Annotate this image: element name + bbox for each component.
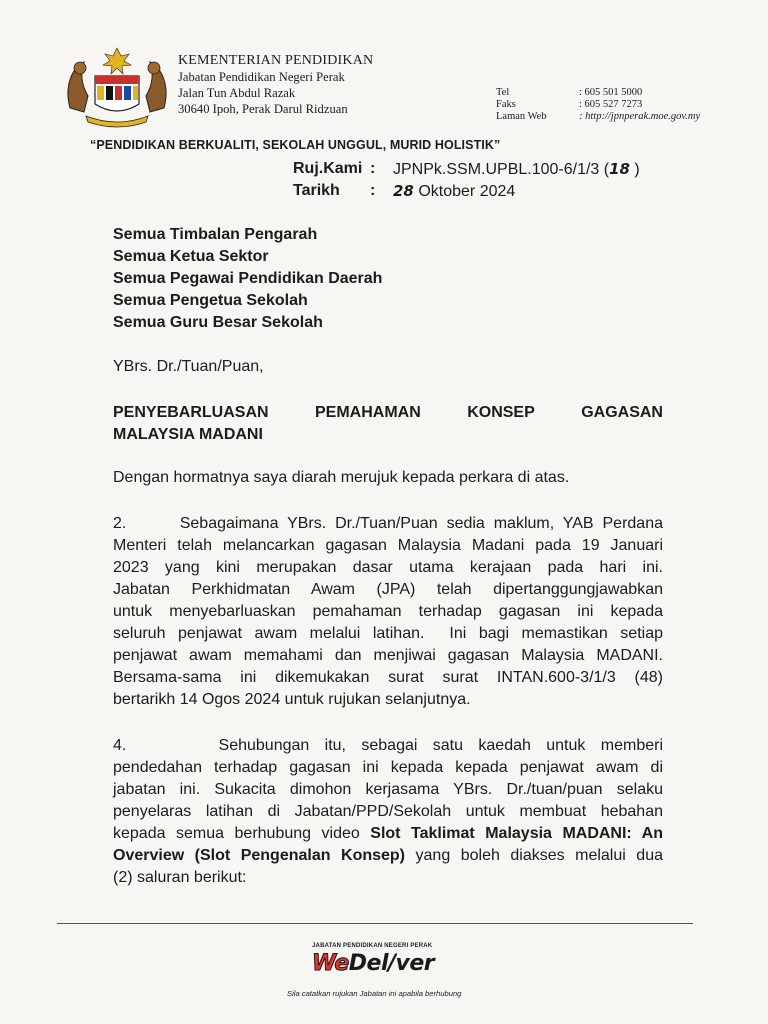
paragraph-line: 2. Sebagaimana YBrs. Dr./Tuan/Puan sedia maklum, YAB Perdana bbox=[113, 515, 663, 532]
footer-divider bbox=[57, 923, 693, 924]
logo-deliver: Del/ver bbox=[348, 951, 435, 976]
paragraph-line: 4. Sehubungan itu, sebagai satu kaedah untuk memberi bbox=[113, 737, 663, 754]
video-title-part-2: Overview (Slot Pengenalan Konsep) bbox=[113, 847, 406, 864]
footer-note: Sila catatkan rujukan Jabatan ini apabila berhubung bbox=[287, 989, 462, 998]
recipient-line: Semua Timbalan Pengarah bbox=[113, 226, 318, 243]
subject-word: PEMAHAMAN bbox=[315, 404, 421, 421]
subject-line-2: MALAYSIA MADANI bbox=[113, 426, 263, 443]
web-value: : http://jpnperak.moe.gov.my bbox=[579, 111, 701, 122]
opening-line: Dengan hormatnya saya diarah merujuk kepada perkara di atas. bbox=[113, 469, 570, 486]
tel-value: : 605 501 5000 bbox=[579, 87, 643, 98]
paragraph-text: kepada semua berhubung video bbox=[113, 825, 371, 842]
fax-label: Faks bbox=[496, 99, 516, 110]
paragraph-line: pendedahan terhadap gagasan ini kepada kepada penjawat awam di bbox=[113, 759, 663, 776]
coat-of-arms-icon bbox=[62, 46, 172, 128]
motto: “PENDIDIKAN BERKUALITI, SEKOLAH UNGGUL, MURID HOLISTIK” bbox=[90, 138, 501, 152]
paragraph-line bbox=[113, 845, 663, 867]
ref-colon: : bbox=[370, 160, 376, 177]
subject-word: GAGASAN bbox=[581, 404, 663, 421]
paragraph-2 bbox=[113, 513, 663, 711]
ref-value: JPNPk.SSM.UPBL.100-6/1/3 ( bbox=[393, 161, 610, 178]
address-street: Jalan Tun Abdul Razak bbox=[178, 86, 296, 100]
subject-heading bbox=[113, 402, 663, 446]
ref-number bbox=[393, 160, 640, 179]
fax-value: : 605 527 7273 bbox=[579, 99, 643, 110]
paragraph-line: bertarikh 14 Ogos 2024 untuk rujukan selanjutnya. bbox=[113, 691, 471, 708]
date-colon: : bbox=[370, 182, 376, 199]
date-label: Tarikh bbox=[293, 182, 340, 199]
recipient-line: Semua Pegawai Pendidikan Daerah bbox=[113, 270, 383, 287]
paragraph-line: seluruh penjawat awam melalui latihan. Ini bagi memastikan setiap bbox=[113, 625, 663, 642]
date-value: Oktober 2024 bbox=[418, 183, 516, 200]
paragraph-line: (2) saluran berikut: bbox=[113, 869, 247, 886]
logo-caption: JABATAN PENDIDIKAN NEGERI PERAK bbox=[312, 943, 433, 949]
recipient-line: Semua Ketua Sektor bbox=[113, 248, 269, 265]
paragraph-line: penyelaras latihan di Jabatan/PPD/Sekolah untuk membuat hebahan bbox=[113, 803, 663, 820]
paragraph-text: yang boleh diakses melalui dua bbox=[405, 847, 664, 864]
department-name: Jabatan Pendidikan Negeri Perak bbox=[178, 70, 345, 84]
paragraph-line: untuk menyebarluaskan pemahaman terhadap gagasan ini kepada bbox=[113, 603, 663, 620]
tel-label: Tel bbox=[496, 87, 510, 98]
subject-word: KONSEP bbox=[467, 404, 535, 421]
address-city: 30640 Ipoh, Perak Darul Ridzuan bbox=[178, 102, 348, 116]
letter-date bbox=[393, 182, 515, 201]
paragraph-line bbox=[113, 823, 663, 845]
paragraph-line: Menteri telah melancarkan gagasan Malaysia Madani pada 19 Januari bbox=[113, 537, 663, 554]
video-title-part-1: Slot Taklimat Malaysia MADANI: An bbox=[370, 825, 663, 842]
ref-handwritten: 18 bbox=[609, 160, 630, 178]
paragraph-line: penjawat awam memahami dan menjiwai gagasan Malaysia MADANI. bbox=[113, 647, 663, 664]
ministry-name: KEMENTERIAN PENDIDIKAN bbox=[178, 53, 374, 68]
paragraph-4 bbox=[113, 735, 663, 889]
recipient-line: Semua Guru Besar Sekolah bbox=[113, 314, 323, 331]
date-handwritten: 28 bbox=[393, 182, 414, 200]
salutation: YBrs. Dr./Tuan/Puan, bbox=[113, 358, 264, 375]
web-label: Laman Web bbox=[496, 111, 547, 122]
paragraph-line: Jabatan Perkhidmatan Awam (JPA) telah dipertanggungjawabkan bbox=[113, 581, 663, 598]
paragraph-line: Bersama-sama ini dikemukakan surat surat INTAN.600-3/1/3 (48) bbox=[113, 669, 663, 686]
we-deliver-logo bbox=[312, 951, 434, 976]
subject-word: PENYEBARLUASAN bbox=[113, 404, 269, 421]
ref-label: Ruj.Kami bbox=[293, 160, 363, 177]
ref-close: ) bbox=[634, 161, 640, 178]
recipient-line: Semua Pengetua Sekolah bbox=[113, 292, 308, 309]
logo-we: We bbox=[312, 951, 349, 976]
paragraph-line: jabatan ini. Sukacita dimohon kerjasama YBrs. Dr./tuan/puan selaku bbox=[113, 781, 663, 798]
paragraph-line: 2023 yang kini merupakan dasar utama kerajaan pada hari ini. bbox=[113, 559, 663, 576]
